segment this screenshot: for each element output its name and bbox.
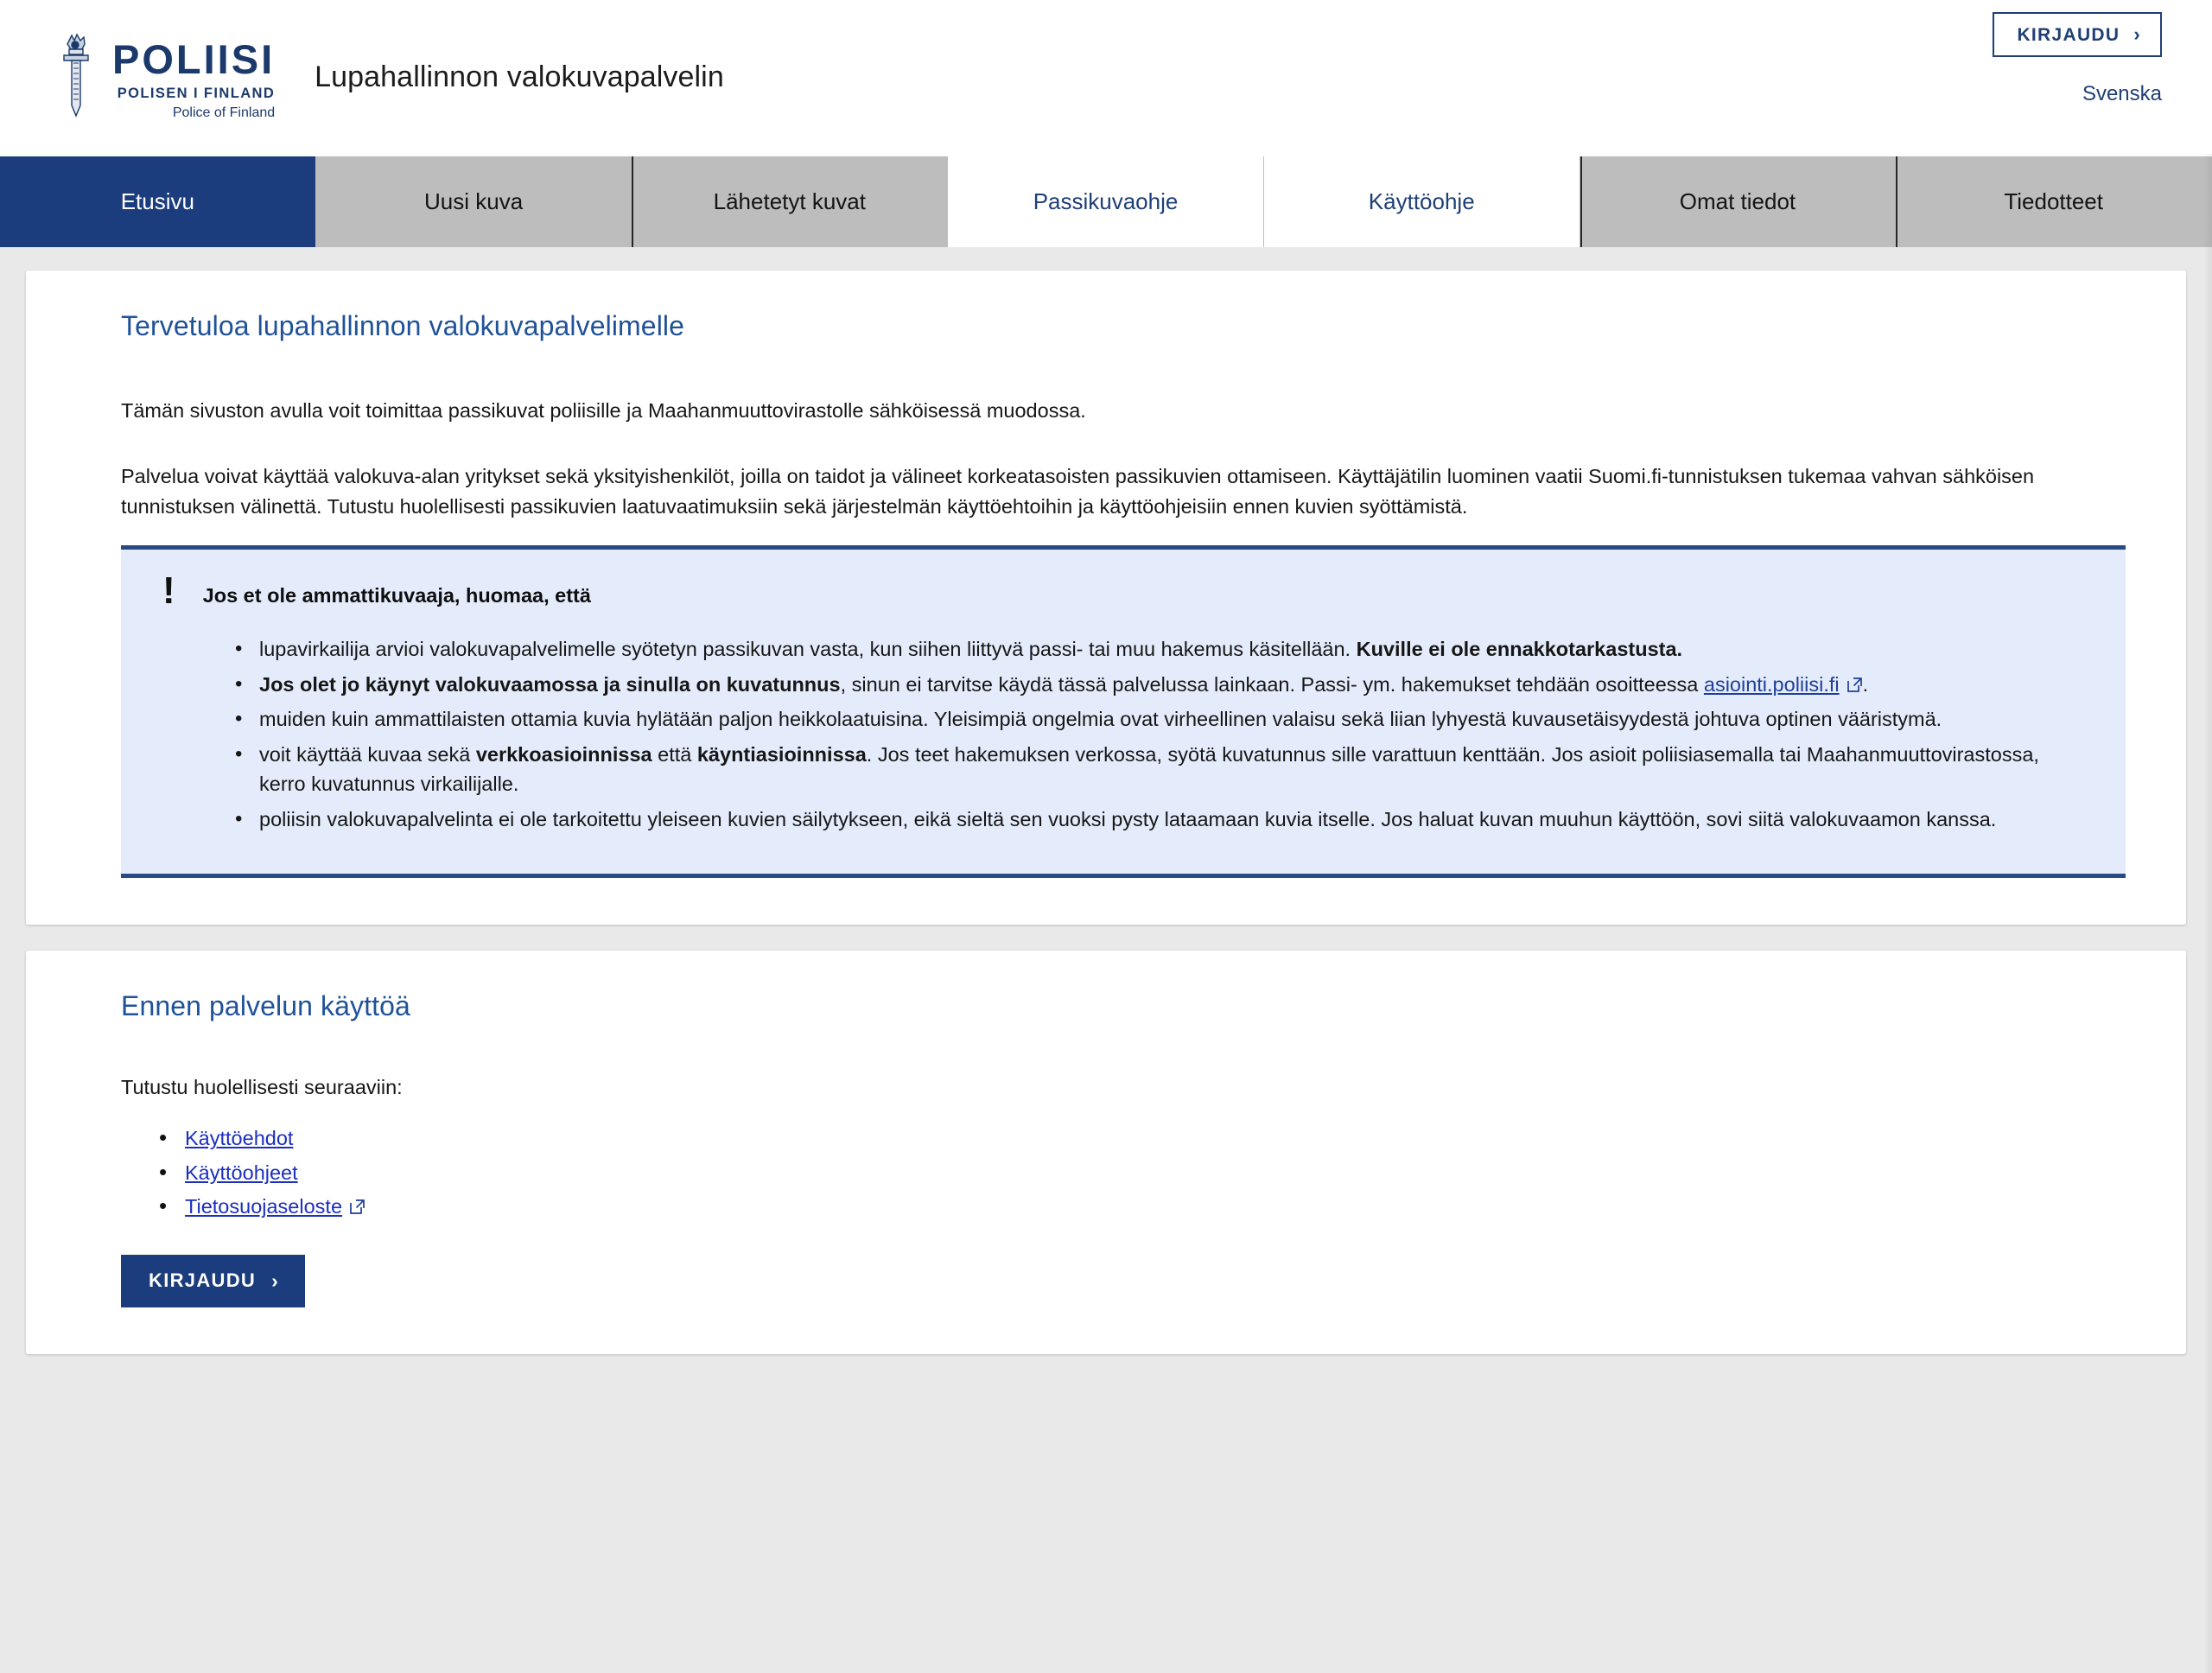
nav-tab-tiedotteet[interactable] (1896, 156, 2212, 247)
notice-title: Jos et ole ammattikuvaaja, huomaa, että (202, 584, 591, 607)
before-use-link-list (156, 1125, 2126, 1220)
notice-header (156, 569, 2091, 613)
nav-tab-label: Omat tiedot (1679, 188, 1796, 214)
nav-tab-lähetetyt-kuvat[interactable] (632, 156, 948, 247)
notice-emphasis: Jos olet jo käynyt valokuvaamossa ja sinulla on kuvatunnus (259, 672, 841, 696)
external-link-icon (348, 1198, 365, 1215)
notice-list-item (230, 704, 2091, 735)
nav-tab-uusi-kuva[interactable] (316, 156, 632, 247)
nav-tab-omat-tiedot[interactable] (1580, 156, 1897, 247)
notice-text: poliisin valokuvapalvelinta ei ole tarkoitettu yleiseen kuvien säilytykseen, eikä sieltä sen vuoksi pysty lataamaan kuvia itselle. Jos haluat kuvan muuhun käyttöön, sovi siitä valokuvaamon kanssa. (259, 807, 1997, 830)
notice-list-item (230, 670, 2091, 700)
poliisi-logo[interactable] (54, 32, 275, 123)
welcome-card (26, 270, 2186, 925)
notice-emphasis: Kuville ei ole ennakkotarkastusta. (1356, 638, 1683, 661)
before-use-lead: Tutustu huolellisesti seuraaviin: (121, 1076, 403, 1099)
nav-tab-label: Etusivu (120, 188, 194, 214)
notice-text: . Jos teet hakemuksen verkossa, syötä kuvatunnus sille varattuun kenttään. Jos asioit poliisiasemalla tai Maahanmuuttovirastossa, kerro kuvatunnus virkailijalle. (259, 742, 2039, 796)
main-navigation (0, 154, 2212, 247)
notice-text: että (652, 742, 697, 766)
chevron-right-icon: › (271, 1269, 280, 1292)
logo-wordmark (112, 34, 275, 121)
notice-list-item (230, 634, 2091, 665)
notice-list-item (230, 805, 2091, 835)
welcome-paragraph-2: Palvelua voivat käyttää valokuva-alan yritykset sekä yksityishenkilöt, joilla on taidot ja välineet korkeatasoisten passikuvien ottamiseen. Käyttäjätilin luominen vaatii Suomi.fi-tunnistuksen tukemaa vahvan sähköisen tunnistuksen välinettä. Tutustu huolellisesti passikuvien laatuvaatimuksiin sekä järjestelmän käyttöehtoihin ja käyttöohjeisiin ennen kuvien syöttämistä. (121, 464, 2035, 518)
nav-tab-label: Passikuvaohje (1033, 188, 1179, 214)
login-button-main-label: KIRJAUDU (149, 1269, 257, 1292)
list-item (156, 1125, 2126, 1152)
notice-emphasis: käyntiasioinnissa (696, 742, 867, 766)
before-use-link-tietosuojaseloste[interactable]: Tietosuojaseloste (185, 1195, 343, 1218)
logo-subtitle-se: POLISEN I FINLAND (117, 85, 276, 101)
before-use-card (26, 951, 2186, 1354)
notice-bullet-list (230, 634, 2091, 834)
notice-text: , sinun ei tarvitse käydä tässä palvelussa lainkaan. Passi- ym. hakemukset tehdään osoitteessa (840, 672, 1704, 696)
page-title: Lupahallinnon valokuvapalvelin (315, 60, 724, 93)
login-button-header[interactable] (1993, 12, 2162, 57)
police-sword-emblem-icon (54, 32, 99, 123)
chevron-right-icon: › (2133, 23, 2141, 45)
notice-text: . (1862, 672, 1869, 696)
list-item (156, 1160, 2126, 1186)
login-button-header-label: KIRJAUDU (2017, 24, 2120, 45)
nav-tab-label: Lähetetyt kuvat (713, 188, 866, 214)
nav-tab-käyttöohje[interactable] (1264, 156, 1580, 247)
nav-tab-label: Tiedotteet (2004, 188, 2103, 214)
nav-tab-label: Uusi kuva (424, 188, 524, 214)
nav-tab-etusivu[interactable] (0, 156, 316, 247)
nav-tab-passikuvaohje[interactable] (948, 156, 1264, 247)
notice-text: muiden kuin ammattilaisten ottamia kuvia hylätään paljon heikkolaatuisina. Yleisimpiä ongelmia ovat virheellinen valaisu sekä liian lyhyestä kuvausetäisyydestä johtuva optinen vääristymä. (259, 708, 1942, 731)
welcome-heading: Tervetuloa lupahallinnon valokuvapalvelimelle (121, 310, 685, 341)
notice-text: lupavirkailija arvioi valokuvapalvelimelle syötetyn passikuvan vasta, kun siihen liittyvä passi- tai muu hakemus käsitellään. (259, 638, 1357, 661)
notice-box (121, 545, 2126, 878)
login-button-main[interactable] (121, 1255, 305, 1307)
language-switch-link[interactable]: Svenska (2082, 82, 2162, 105)
logo-word: POLIISI (112, 35, 276, 82)
list-item (156, 1193, 2126, 1220)
before-use-heading: Ennen palvelun käyttöä (121, 990, 410, 1022)
external-link-icon (1846, 676, 1863, 693)
before-use-link-käyttöohjeet[interactable]: Käyttöohjeet (185, 1161, 298, 1184)
notice-emphasis: verkkoasioinnissa (475, 742, 652, 766)
site-header (0, 0, 2212, 154)
welcome-paragraph-1: Tämän sivuston avulla voit toimittaa passikuvat poliisille ja Maahanmuuttovirastolle sähköisessä muodossa. (121, 399, 1086, 422)
nav-tab-label: Käyttöohje (1368, 188, 1475, 214)
before-use-link-käyttöehdot[interactable]: Käyttöehdot (185, 1127, 294, 1150)
header-actions (1993, 0, 2162, 154)
notice-list-item (230, 740, 2091, 799)
notice-text: voit käyttää kuvaa sekä (259, 742, 476, 766)
exclamation-icon: ! (162, 569, 175, 613)
logo-subtitle-en: Police of Finland (172, 105, 276, 120)
page-body (0, 247, 2212, 1354)
notice-inline-link[interactable]: asiointi.poliisi.fi (1703, 672, 1840, 696)
